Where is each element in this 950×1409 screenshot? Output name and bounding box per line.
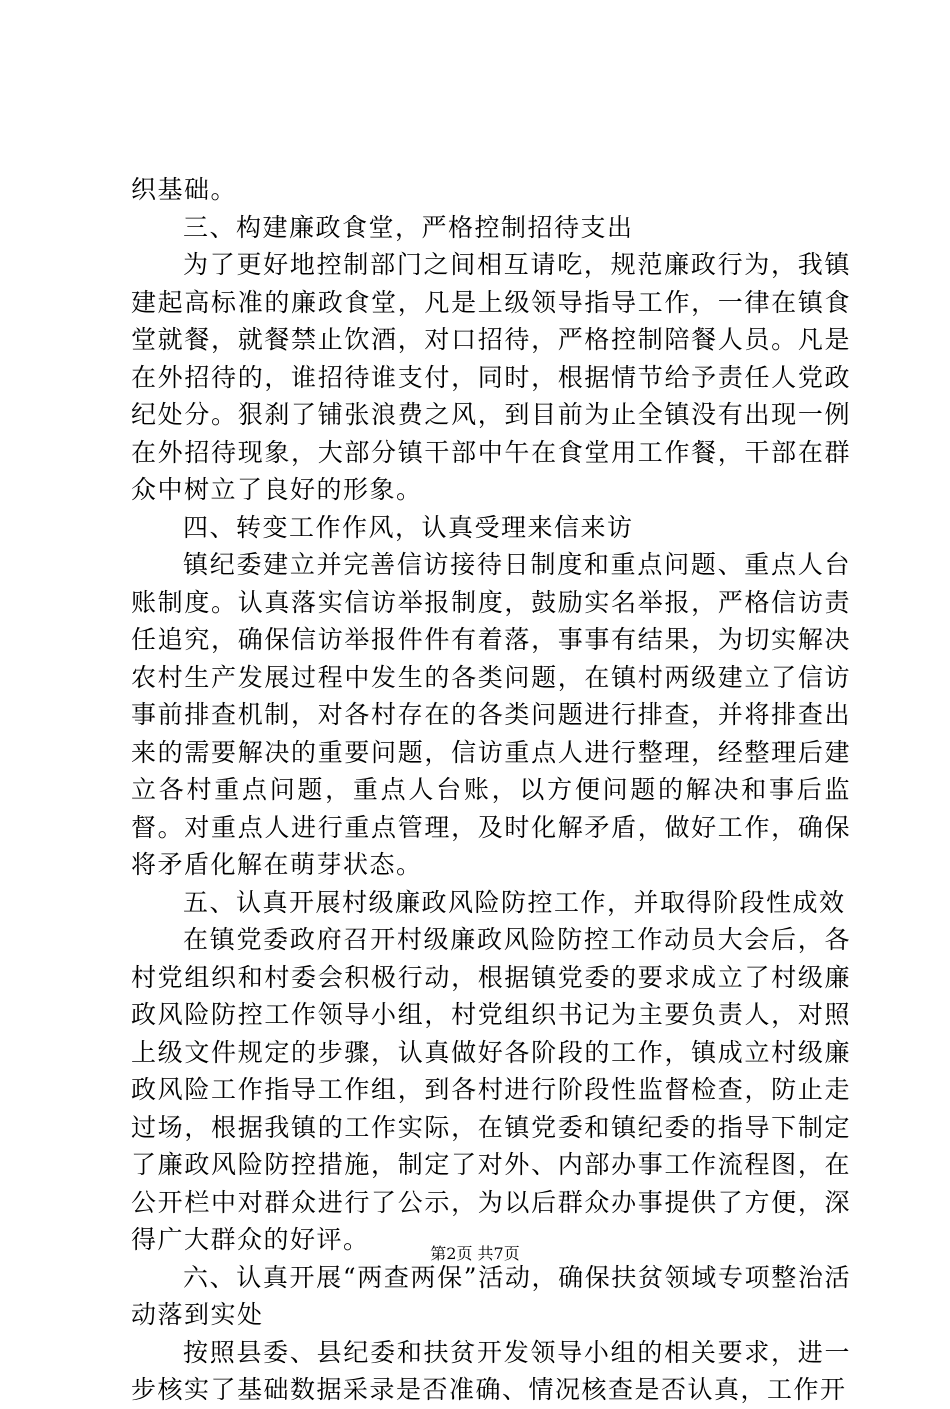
paragraph-section-6: 按照县委、县纪委和扶贫开发领导小组的相关要求，进一步核实了基础数据采录是否准确、情况核查是否认真，工作开 bbox=[131, 1337, 851, 1404]
document-body bbox=[131, 171, 851, 1409]
paragraph-section-4: 镇纪委建立并完善信访接待日制度和重点问题、重点人台账制度。认真落实信访举报制度，鼓励实名举报，严格信访责任追究，确保信访举报件件有着落，事事有结果，为切实解决农村生产发展过程中发生的各类问题，在镇村两级建立了信访事前排查机制，对各村存在的各类问题进行排查，并将排查出来的需要解决的重要问题，信访重点人进行整理，经整理后建立各村重点问题，重点人台账，以方便问题的解决和事后监督。对重点人进行重点管理，及时化解矛盾，做好工作，确保将矛盾化解在萌芽状态。 bbox=[131, 550, 851, 879]
paragraph-section-5: 在镇党委政府召开村级廉政风险防控工作动员大会后，各村党组织和村委会积极行动，根据镇党委的要求成立了村级廉政风险防控工作领导小组，村党组织书记为主要负责人，对照上级文件规定的步骤，认真做好各阶段的工作，镇成立村级廉政风险工作指导工作组，到各村进行阶段性监督检查，防止走过场，根据我镇的工作实际，在镇党委和镇纪委的指导下制定了廉政风险防控措施，制定了对外、内部办事工作流程图，在公开栏中对群众进行了公示，为以后群众办事提供了方便，深得广大群众的好评。 bbox=[131, 925, 851, 1254]
page-number-footer: 第2页 共7页 bbox=[430, 1244, 520, 1263]
section-heading-5: 五、认真开展村级廉政风险防控工作，并取得阶段性成效 bbox=[183, 887, 846, 917]
section-heading-3: 三、构建廉政食堂，严格控制招待支出 bbox=[183, 212, 634, 242]
paragraph-continuation: 织基础。 bbox=[131, 175, 238, 204]
paragraph-section-3: 为了更好地控制部门之间相互请吃，规范廉政行为，我镇建起高标准的廉政食堂，凡是上级领导指导工作，一律在镇食堂就餐，就餐禁止饮酒，对口招待，严格控制陪餐人员。凡是在外招待的，谁招待谁支付，同时，根据情节给予责任人党政纪处分。狠刹了铺张浪费之风，到目前为止全镇没有出现一例在外招待现象，大部分镇干部中午在食堂用工作餐，干部在群众中树立了良好的形象。 bbox=[131, 250, 851, 504]
section-heading-4: 四、转变工作作风，认真受理来信来访 bbox=[183, 512, 634, 542]
section-heading-6: 六、认真开展“两查两保”活动，确保扶贫领域专项整治活动落到实处 bbox=[131, 1262, 851, 1329]
